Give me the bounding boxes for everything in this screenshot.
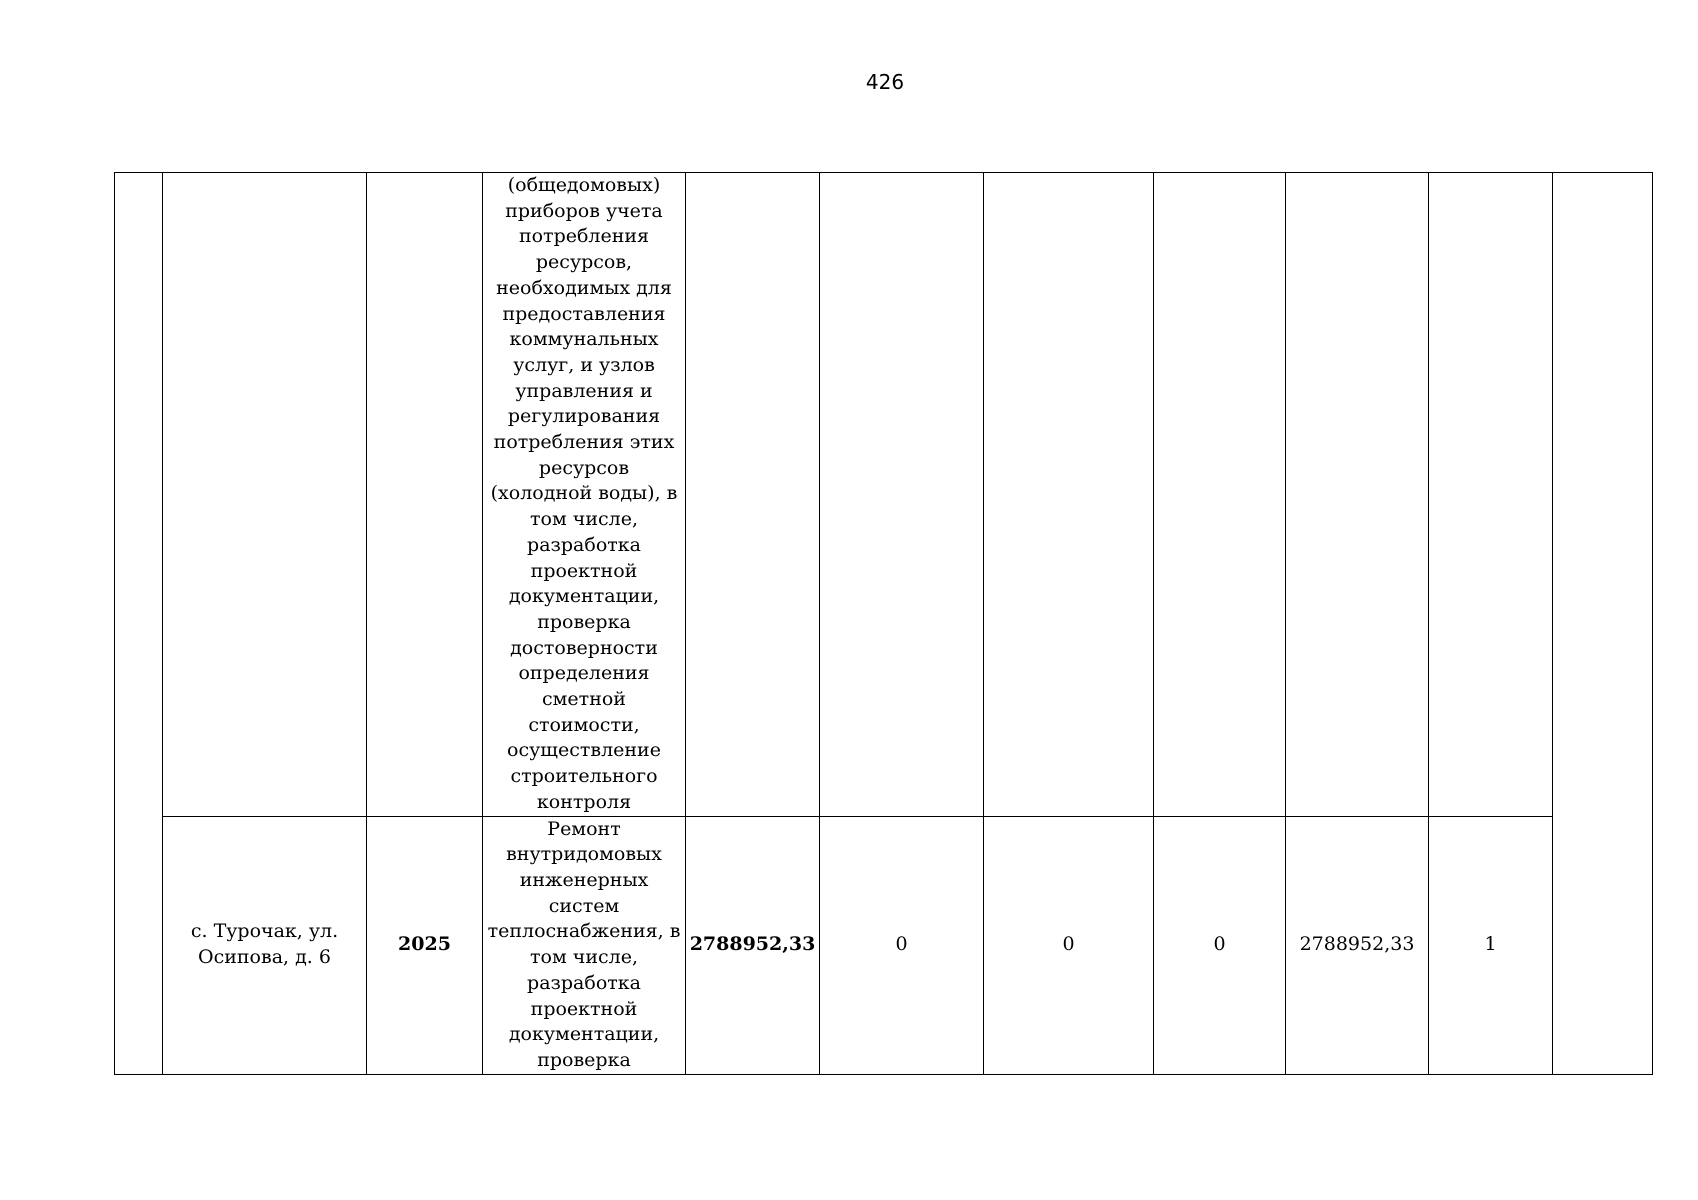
work-line: приборов учета xyxy=(505,199,663,222)
work-line: том числе, xyxy=(530,946,638,969)
work-line: теплоснабжения, в xyxy=(487,920,681,943)
work-line: Ремонт xyxy=(547,817,621,840)
work-line: проверка xyxy=(537,610,631,633)
work-line: ресурсов xyxy=(538,456,630,479)
funding-cell: 0 xyxy=(984,816,1154,1074)
work-line: том числе, xyxy=(530,508,638,531)
work-type-cell xyxy=(483,173,686,817)
funding-cell xyxy=(1286,173,1429,817)
work-line: контроля xyxy=(536,790,632,813)
work-line: проектной xyxy=(530,997,638,1020)
work-line: ресурсов, xyxy=(535,251,633,274)
work-line: осуществление xyxy=(507,739,661,762)
work-line: проверка xyxy=(537,1048,631,1071)
table-row xyxy=(115,173,1653,817)
quantity-cell: 1 xyxy=(1429,816,1553,1074)
work-line: определения xyxy=(518,662,650,685)
work-line: сметной xyxy=(542,688,626,711)
work-line: инженерных xyxy=(519,868,649,891)
address-cell xyxy=(163,173,367,817)
work-line: внутридомовых xyxy=(506,843,662,866)
total-cost-cell xyxy=(686,173,820,817)
work-line: документации, xyxy=(508,585,660,608)
work-line: коммунальных xyxy=(509,328,659,351)
work-line: регулирования xyxy=(507,405,661,428)
work-line: систем xyxy=(548,894,620,917)
work-line: строительного xyxy=(510,765,658,788)
work-line: предоставления xyxy=(502,302,666,325)
funding-cell xyxy=(820,173,984,817)
work-line: достоверности xyxy=(510,636,658,659)
year-cell: 2025 xyxy=(367,816,483,1074)
work-line: разработка xyxy=(527,971,641,994)
work-line: документации, xyxy=(508,1023,660,1046)
address-cell: с. Турочак, ул. Осипова, д. 6 xyxy=(163,816,367,1074)
funding-cell: 2788952,33 xyxy=(1286,816,1429,1074)
funding-cell xyxy=(984,173,1154,817)
work-line: проектной xyxy=(530,559,638,582)
work-line: необходимых для xyxy=(496,276,672,299)
row-number-cell xyxy=(115,173,163,1075)
quantity-cell xyxy=(1429,173,1553,817)
work-line: разработка xyxy=(527,533,641,556)
work-line: стоимости, xyxy=(528,713,640,736)
work-type-cell xyxy=(483,816,686,1074)
work-line: услуг, и узлов xyxy=(513,353,655,376)
funding-cell xyxy=(1154,173,1286,817)
capital-repair-table xyxy=(114,172,1653,1075)
page-number: 426 xyxy=(865,70,905,94)
work-line: (холодной воды), в xyxy=(490,482,678,505)
table-row xyxy=(115,816,1653,1074)
funding-cell: 0 xyxy=(1154,816,1286,1074)
work-type-text xyxy=(483,173,685,816)
work-type-text xyxy=(483,817,685,1074)
work-line: потребления этих xyxy=(493,431,675,454)
funding-cell: 0 xyxy=(820,816,984,1074)
year-cell xyxy=(367,173,483,817)
work-line: (общедомовых) xyxy=(507,174,661,196)
work-line: управления и xyxy=(515,379,653,402)
work-line: потребления xyxy=(518,225,650,248)
total-cost-cell: 2788952,33 xyxy=(686,816,820,1074)
note-cell xyxy=(1553,173,1653,1075)
